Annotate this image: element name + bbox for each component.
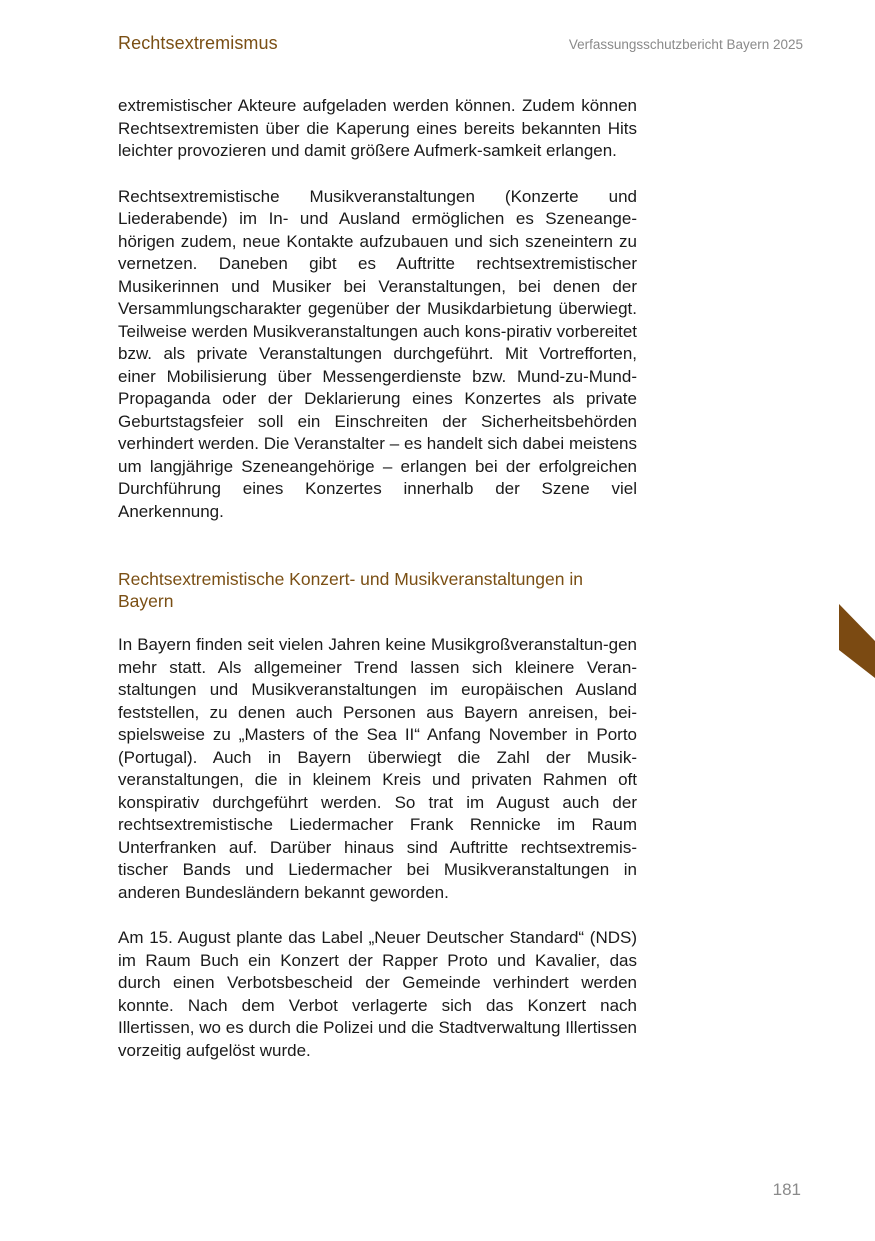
- section-heading: Rechtsextremistische Konzert- und Musikveranstaltungen in Bayern: [118, 569, 583, 611]
- running-header-section: Rechtsextremismus: [118, 33, 278, 53]
- chapter-tab-marker: [839, 604, 875, 678]
- page-number: 181: [772, 1180, 801, 1199]
- paragraph-3: In Bayern finden seit vielen Jahren keine Musikgroßveranstaltun-gen mehr statt. Als allgemeiner Trend lassen sich kleinere Veran-staltungen und Musikveranstaltungen im europäischen Ausland feststellen, zu denen auch Personen aus Bayern anreisen, bei-spielsweise zu „Masters of the Sea II“ Anfang November in Porto (Portugal). Auch in Bayern überwiegt die Zahl der Musik-veranstaltungen, die in kleinem Kreis und privaten Rahmen oft konspirativ durchgeführt werden. So trat im August auch der rechtsextremistische Liedermacher Frank Rennicke im Raum Unterfranken auf. Darüber hinaus sind Auftritte rechtsextremis-tischer Bands und Liedermacher bei Musikveranstaltungen in anderen Bundesländern bekannt geworden.: [118, 635, 637, 902]
- main-content: [118, 95, 637, 1062]
- running-header-report-title: Verfassungsschutzbericht Bayern 2025: [568, 37, 803, 52]
- paragraph-2: Rechtsextremistische Musikveranstaltungen (Konzerte und Liederabende) im In- und Ausland ermöglichen es Szeneange-hörigen zudem, neue Kontakte aufzubauen und sich szeneintern zu vernetzen. Daneben gibt es Auftritte rechtsextremistischer Musikerinnen und Musiker bei Veranstaltungen, bei denen der Versammlungscharakter gegenüber der Musikdarbietung überwiegt. Teilweise werden Musikveranstaltungen auch kons-pirativ vorbereitet bzw. als private Veranstaltungen durchgeführt. Mit Vortrefforten, einer Mobilisierung über Messengerdienste bzw. Mund-zu-Mund-Propaganda oder der Deklarierung eines Konzertes als private Geburtstagsfeier soll ein Einschreiten der Sicherheitsbehörden verhindert werden. Die Veranstalter – es handelt sich dabei meistens um langjährige Szeneangehörige – erlangen bei der erfolgreichen Durchführung eines Konzertes innerhalb der Szene viel Anerkennung.: [118, 186, 637, 521]
- paragraph-4: Am 15. August plante das Label „Neuer Deutscher Standard“ (NDS) im Raum Buch ein Konzert der Rapper Proto und Kavalier, das durch einen Verbotsbescheid der Gemeinde verhindert werden konnte. Nach dem Verbot verlagerte sich das Konzert nach Illertissen, wo es durch die Polizei und die Stadtverwaltung Illertissen vorzeitig aufgelöst wurde.: [118, 928, 637, 1060]
- paragraph-1: extremistischer Akteure aufgeladen werden können. Zudem können Rechtsextremisten über die Kaperung eines bereits bekannten Hits leichter provozieren und damit größere Aufmerk-samkeit erlangen.: [118, 96, 637, 160]
